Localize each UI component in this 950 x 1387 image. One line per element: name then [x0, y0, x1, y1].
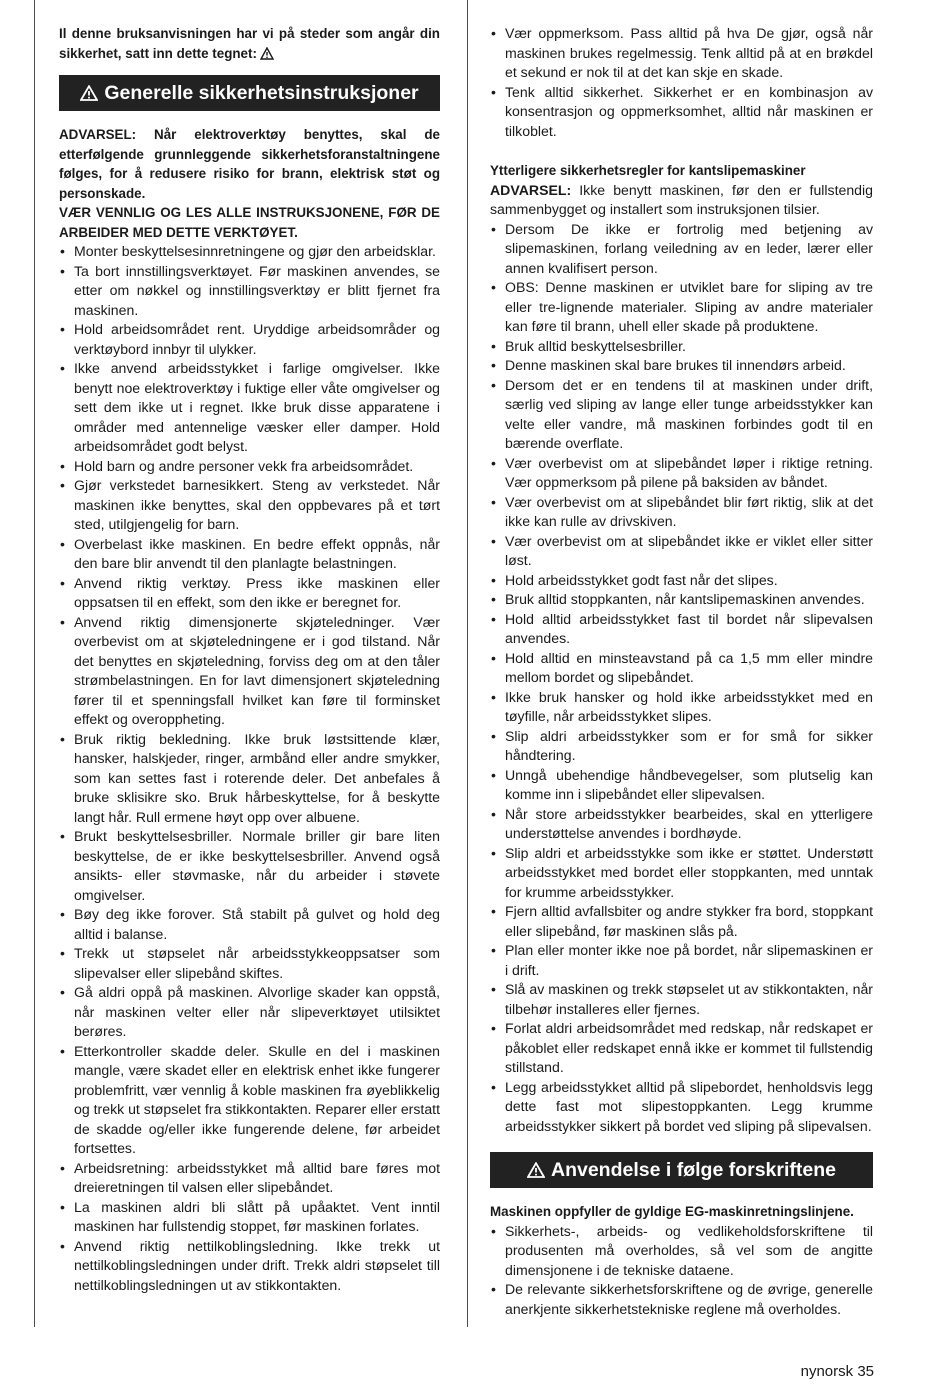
list-item: • Bruk alltid beskyttelsesbriller.: [490, 337, 873, 357]
list-item: • Slå av maskinen og trekk støpselet ut av stikkontakten, når tilbehør installeres eller fjernes.: [490, 980, 873, 1019]
list-item: • Trekk ut støpselet når arbeidsstykkeoppsatser som slipevalser eller slipebånd skiftes.: [59, 944, 440, 983]
general-safety-list-continued: [490, 24, 873, 141]
list-item: • Anvend riktig nettilkoblingsledning. Ikke trekk ut nettilkoblingsledningen under drift. Trekk aldri støpselet till nettilkoblingsledningen ut av stikkontakten.: [59, 1237, 440, 1296]
list-item: • De relevante sikkerhetsforskriftene og de øvrige, generelle anerkjente sikkerhetstekniske reglene må overholdes.: [490, 1280, 873, 1319]
list-item: • Hold arbeidsstykket godt fast når det slipes.: [490, 571, 873, 591]
list-item: • Ikke bruk hansker og hold ikke arbeidsstykket med en tøyfille, når arbeidsstykket slipes.: [490, 688, 873, 727]
list-item: • Vær oppmerksom. Pass alltid på hva De gjør, også når maskinen brukes regelmessig. Tenk alltid på at en brøkdel et sekund er nok til at det kan skje en skade.: [490, 24, 873, 83]
right-column: [490, 24, 873, 1319]
list-item: • Monter beskyttelsesinnretningene og gjør den arbeidsklar.: [59, 242, 440, 262]
warning-triangle-icon: [527, 1162, 545, 1178]
left-margin-rule: [34, 0, 35, 1327]
list-item: • Brukt beskyttelsesbriller. Normale briller gir bare liten beskyttelse, de er ikke beskyttelsesbriller. Anvend også ansikts- eller støvmaske, når du arbeider i støvete omgivelser.: [59, 827, 440, 905]
list-item: • OBS: Denne maskinen er utviklet bare for sliping av tre eller tre-lignende materialer. Sliping av andre materialer kan føre til brann, uhell eller skade på produktene.: [490, 278, 873, 337]
list-item: • Anvend riktig dimensjonerte skjøteledninger. Vær overbevist om at skjøteledningene er i god tilstand. Når det benyttes en skjøteledning, forviss deg om at den tåler strømbelastningen. En for lavt dimensjonert skjøteledning fører til et spenningsfall hvilket kan føre til forminsket effekt og overoppheting.: [59, 613, 440, 730]
subsection-title: Ytterligere sikkerhetsregler for kantslipemaskiner: [490, 163, 806, 178]
list-item: • Tenk alltid sikkerhet. Sikkerhet er en kombinasjon av konsentrasjon og oppmerksomhet, alltid når maskinen er tilkoblet.: [490, 83, 873, 142]
list-item: • Fjern alltid avfallsbiter og andre stykker fra bord, stoppkant eller slipebånd, før maskinen slås på.: [490, 902, 873, 941]
list-item: • Vær overbevist om at slipebåndet løper i riktige retning. Vær oppmerksom på pilene på baksiden av båndet.: [490, 454, 873, 493]
read-instructions-notice: VÆR VENNLIG OG LES ALLE INSTRUKSJONENE, FØR DE ARBEIDER MED DETTE VERKTØYET.: [59, 205, 440, 240]
list-item: • Når store arbeidsstykker bearbeides, skal en ytterligere understøttelse anvendes i bordhøyde.: [490, 805, 873, 844]
list-item: • Gjør verkstedet barnesikkert. Steng av verkstedet. Når maskinen ikke benyttes, skal den oppbevares på et tørt sted, utilgjengelig for barn.: [59, 476, 440, 535]
warning-triangle-icon: [260, 47, 274, 60]
list-item: • Ta bort innstillingsverktøyet. Før maskinen anvendes, se etter om nøkkel og innstillingsverktøy er blitt fjernet fra maskinen.: [59, 262, 440, 321]
list-item: • Plan eller monter ikke noe på bordet, når slipemaskinen er i drift.: [490, 941, 873, 980]
list-item: • Hold barn og andre personer vekk fra arbeidsområdet.: [59, 457, 440, 477]
edge-sander-safety-list: [490, 220, 873, 1137]
intended-use-lead: Maskinen oppfyller de gyldige EG-maskinretningslinjene.: [490, 1204, 854, 1219]
list-item: • Forlat aldri arbeidsområdet med redskap, når redskapet er påkoblet eller redskapet ennå ikke er kommet til fullstendig stillstand.: [490, 1019, 873, 1078]
list-item: • Gå aldri oppå på maskinen. Alvorlige skader kan oppstå, når maskinen velter eller når slipeverktøyet utilsiktet berøres.: [59, 983, 440, 1042]
warning-triangle-icon: [80, 85, 98, 101]
list-item: • Legg arbeidsstykket alltid på slipebordet, henholdsvis legg dette fast mot slipestoppkanten. Legg krumme arbeidsstykker sikkert på bordet ved sliping på slipevalsen.: [490, 1078, 873, 1137]
list-item: • Hold alltid en minsteavstand på ca 1,5 mm eller mindre mellom bordet og slipebåndet.: [490, 649, 873, 688]
list-item: • Unngå ubehendige håndbevegelser, som plutselig kan komme inn i slipebåndet eller slipevalsen.: [490, 766, 873, 805]
warning-paragraph: ADVARSEL: Når elektroverktøy benyttes, skal de etterfølgende grunnleggende sikkerhetsforanstaltningene følges, for å redusere risiko for brann, elektrisk støt og personskade.: [59, 127, 440, 201]
list-item: • La maskinen aldri bli slått på upåaktet. Vent inntil maskinen har fullstendig stoppet, før maskinen forlates.: [59, 1198, 440, 1237]
general-safety-list: [59, 242, 440, 1295]
list-item: • Dersom det er en tendens til at maskinen under drift, særlig ved sliping av lange eller tunge arbeidsstykker kan velte eller vandre, må maskinen forbindes godt til en bærende overflate.: [490, 376, 873, 454]
list-item: • Anvend riktig verktøy. Press ikke maskinen eller oppsatsen til en effekt, som den ikke er beregnet for.: [59, 574, 440, 613]
extra-warning-paragraph: [490, 181, 873, 220]
list-item: • Slip aldri arbeidsstykker som er for små for sikker håndtering.: [490, 727, 873, 766]
list-item: • Bøy deg ikke forover. Stå stabilt på gulvet og hold deg alltid i balanse.: [59, 905, 440, 944]
column-divider: [467, 0, 468, 1327]
intro-text: Il denne bruksanvisningen har vi på steder som angår din sikkerhet, satt inn dette tegnet:: [59, 26, 440, 61]
intended-use-list: [490, 1222, 873, 1320]
left-column: [59, 24, 440, 1295]
list-item: • Bruk riktig bekledning. Ikke bruk løstsittende klær, hansker, halskjeder, ringer, armbånd eller andre smykker, som kan settes fast i roterende deler. Det anbefales å bruke sklisikre sko. Bruk hårbeskyttelse, for å beskytte langt hår. Rull ermene høyt opp over albuene.: [59, 730, 440, 828]
list-item: • Dersom De ikke er fortrolig med betjening av slipemaskinen, forlang veiledning av en leder, lærer eller annen kvalifisert person.: [490, 220, 873, 279]
list-item: • Arbeidsretning: arbeidsstykket må alltid bare føres mot dreieretningen til valsen eller slipebåndet.: [59, 1159, 440, 1198]
list-item: • Slip aldri et arbeidsstykke som ikke er støttet. Understøtt arbeidsstykket med bordet eller stoppkanten, med unntak for krumme arbeidsstykker.: [490, 844, 873, 903]
list-item: • Overbelast ikke maskinen. En bedre effekt oppnås, når den bare blir anvendt til den planlagte belastningen.: [59, 535, 440, 574]
list-item: • Vær overbevist om at slipebåndet blir ført riktig, slik at det ikke kan rulle av drivskiven.: [490, 493, 873, 532]
section-heading-intended-use: Anvendelse i følge forskriftene: [490, 1152, 873, 1188]
page-footer: nynorsk 35: [800, 1363, 874, 1380]
list-item: • Ikke anvend arbeidsstykket i farlige omgivelser. Ikke benytt noe elektroverktøy i fuktige eller våte omgivelser og sett dem ikke ut i regnet. Ikke bruk disse apparatene i områder med antennelige væsker eller damper. Hold arbeidsområdet godt belyst.: [59, 359, 440, 457]
section-heading-general-safety: Generelle sikkerhetsinstruksjoner: [59, 75, 440, 111]
list-item: • Sikkerhets-, arbeids- og vedlikeholdsforskriftene til produsenten må overholdes, så vel som de angitte dimensjonene i de tekniske dataene.: [490, 1222, 873, 1281]
warning-label: ADVARSEL:: [490, 181, 572, 198]
list-item: • Vær overbevist om at slipebåndet ikke er viklet eller sitter løst.: [490, 532, 873, 571]
list-item: • Denne maskinen skal bare brukes til innendørs arbeid.: [490, 356, 873, 376]
list-item: • Hold alltid arbeidsstykket fast til bordet når slipevalsen anvendes.: [490, 610, 873, 649]
list-item: • Etterkontroller skadde deler. Skulle en del i maskinen mangle, være skadet eller en elektrisk enhet ikke fungerer problemfritt, vær vennlig å koble maskinen fra øyeblikkelig og trekk ut støpselet fra stikkontakten. Reparer eller erstatt de skadde og/eller ikke fungerende delene, før arbeidet fortsettes.: [59, 1042, 440, 1159]
list-item: • Hold arbeidsområdet rent. Uryddige arbeidsområder og verktøybord innbyr til ulykker.: [59, 320, 440, 359]
list-item: • Bruk alltid stoppkanten, når kantslipemaskinen anvendes.: [490, 590, 873, 610]
extra-warning-text: Ikke benytt maskinen, før den er fullstendig sammenbygget og installert som instruksjonen tilsier.: [490, 181, 873, 217]
